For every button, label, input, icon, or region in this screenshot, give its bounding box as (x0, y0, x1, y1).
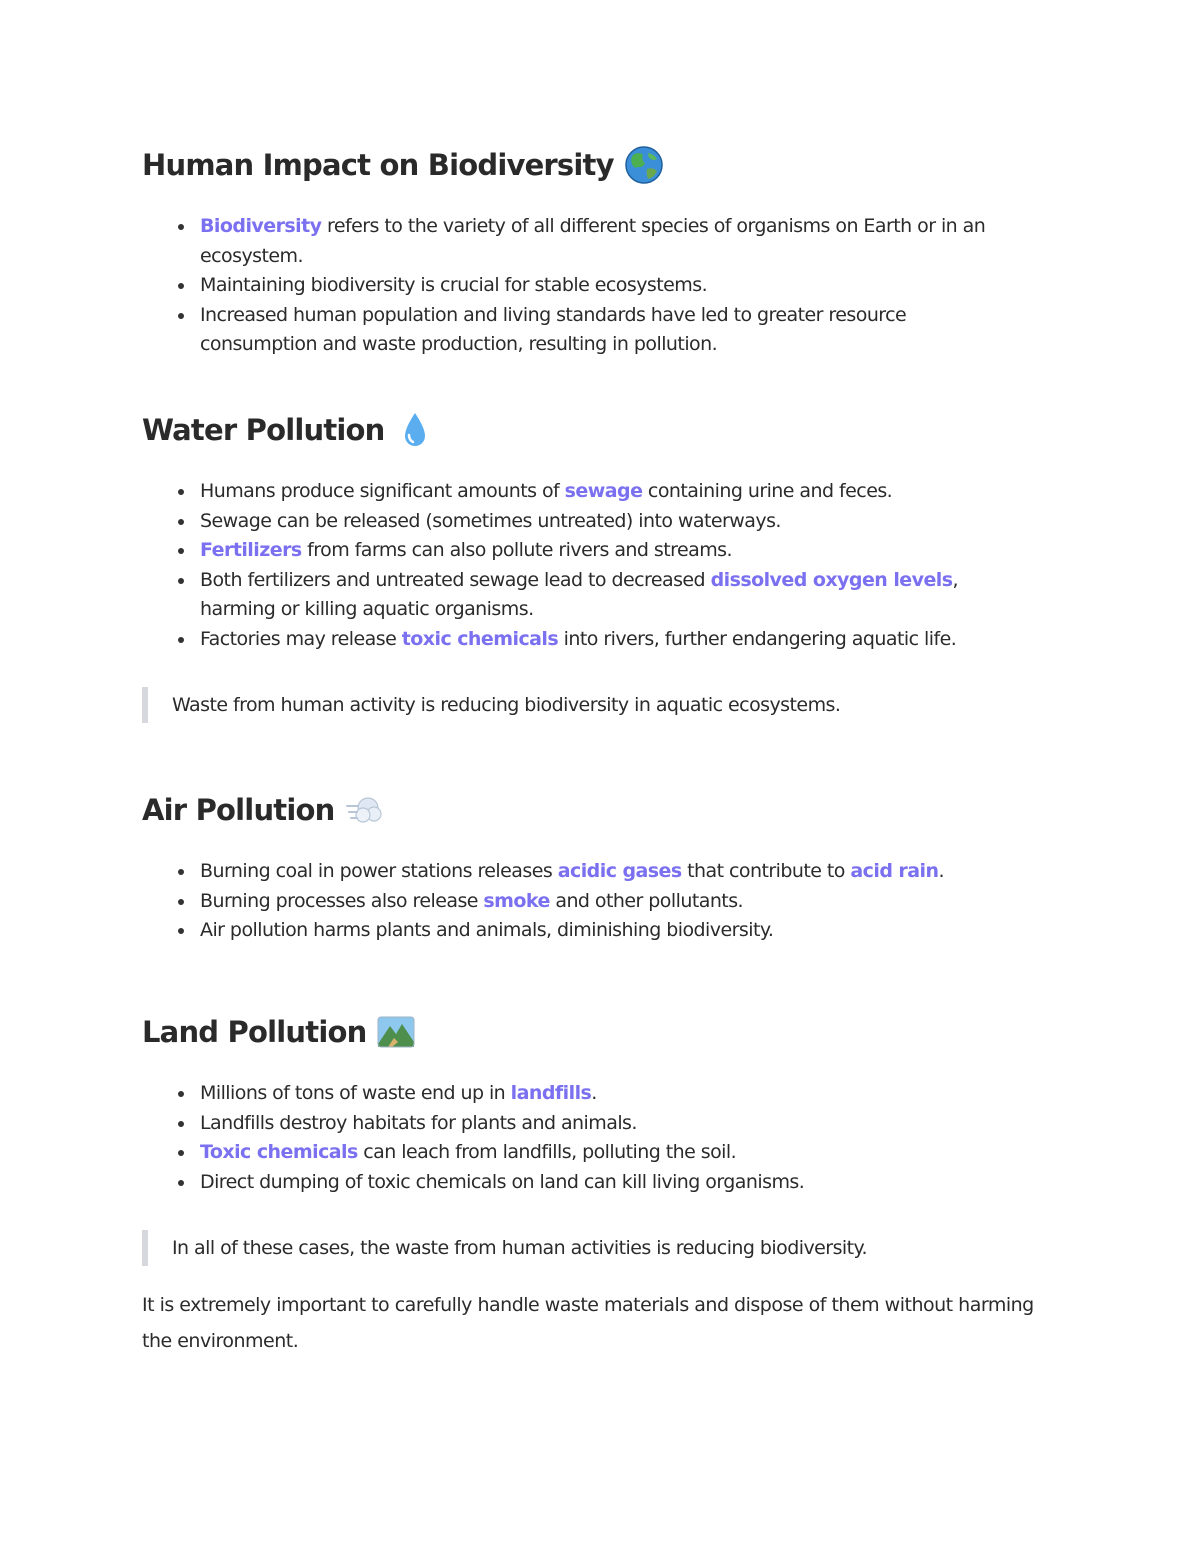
bullet-text: into rivers, further endangering aquatic life. (558, 627, 957, 650)
bullet-text: Landfills destroy habitats for plants and animals. (200, 1111, 637, 1134)
key-term: landfills (510, 1082, 592, 1104)
key-term: acid rain (850, 860, 939, 882)
section-water-pollution (142, 405, 1052, 785)
bullet-text: Direct dumping of toxic chemicals on land can kill living organisms. (200, 1170, 805, 1193)
bullet-text: that contribute to (681, 860, 851, 882)
bullet-list (142, 857, 1052, 946)
bullet-text: refers to the variety of all different species of organisms on Earth or in an ecosystem. (200, 215, 986, 267)
section-title: Water Pollution (142, 413, 385, 447)
key-term: Fertilizers (200, 539, 302, 561)
list-item (142, 857, 1000, 887)
landscape-icon (376, 1012, 416, 1052)
bullet-text: Burning processes also release (200, 889, 484, 912)
list-item (142, 566, 1000, 625)
key-term: Toxic chemicals (200, 1141, 358, 1163)
bullet-text: . (591, 1082, 597, 1104)
bullet-list (142, 477, 1052, 654)
section-title: Air Pollution (142, 793, 335, 827)
key-term: dissolved oxygen levels (710, 568, 953, 591)
callout-quote (142, 1230, 1052, 1266)
list-item (142, 1138, 1000, 1168)
bullet-text: from farms can also pollute rivers and streams. (301, 539, 733, 561)
key-term: Biodiversity (200, 215, 322, 237)
key-term: sewage (564, 480, 643, 502)
list-item (142, 301, 1000, 360)
list-item (142, 887, 1000, 917)
list-item (142, 1109, 1000, 1139)
bullet-text: Millions of tons of waste end up in (200, 1082, 511, 1104)
bullet-text: Air pollution harms plants and animals, diminishing biodiversity. (200, 919, 774, 941)
section-heading (142, 140, 1052, 190)
quote-text: Waste from human activity is reducing biodiversity in aquatic ecosystems. (172, 694, 841, 716)
quote-bar (142, 687, 148, 723)
list-item (142, 477, 1000, 507)
key-term: acidic gases (557, 860, 682, 882)
bullet-text: and other pollutants. (549, 889, 744, 912)
bullet-text: Maintaining biodiversity is crucial for stable ecosystems. (200, 274, 708, 296)
section-human-impact (142, 140, 1052, 405)
bullet-text: . (938, 860, 944, 882)
dash-cloud-icon (344, 790, 384, 830)
closing-paragraph: It is extremely important to carefully handle waste materials and dispose of them without harming the environment. (142, 1294, 1034, 1352)
bullet-text: Factories may release (200, 627, 402, 650)
globe-icon (624, 145, 664, 185)
bullet-list (142, 212, 1052, 360)
list-item (142, 212, 1000, 271)
section-title: Land Pollution (142, 1015, 367, 1049)
list-item (142, 916, 1000, 946)
section-heading (142, 1007, 1052, 1057)
bullet-list (142, 1079, 1052, 1197)
bullet-text: can leach from landfills, polluting the soil. (357, 1141, 737, 1163)
bullet-text: Both fertilizers and untreated sewage lead to decreased (200, 568, 711, 591)
section-title: Human Impact on Biodiversity (142, 148, 614, 182)
list-item (142, 271, 1000, 301)
key-term: smoke (483, 889, 550, 912)
bullet-text: Sewage can be released (sometimes untreated) into waterways. (200, 509, 781, 532)
bullet-text: containing urine and feces. (642, 480, 893, 502)
list-item (142, 1168, 1000, 1198)
quote-text: In all of these cases, the waste from human activities is reducing biodiversity. (172, 1237, 868, 1259)
section-heading (142, 785, 1052, 835)
callout-quote (142, 687, 1052, 723)
bullet-text: Burning coal in power stations releases (200, 860, 558, 882)
bullet-text: Increased human population and living standards have led to greater resource consumption and waste production, resulting in pollution. (200, 303, 907, 355)
list-item (142, 536, 1000, 566)
section-heading (142, 405, 1052, 455)
list-item (142, 625, 1000, 655)
quote-bar (142, 1230, 148, 1266)
bullet-text: , harming or killing aquatic organisms. (200, 568, 959, 620)
document-page (142, 140, 1052, 1359)
list-item (142, 1079, 1000, 1109)
water-droplet-icon (395, 410, 435, 450)
section-land-pollution (142, 1007, 1052, 1287)
bullet-text: Humans produce significant amounts of (200, 480, 565, 502)
list-item (142, 507, 1000, 537)
key-term: toxic chemicals (401, 627, 559, 650)
section-air-pollution (142, 785, 1052, 1007)
